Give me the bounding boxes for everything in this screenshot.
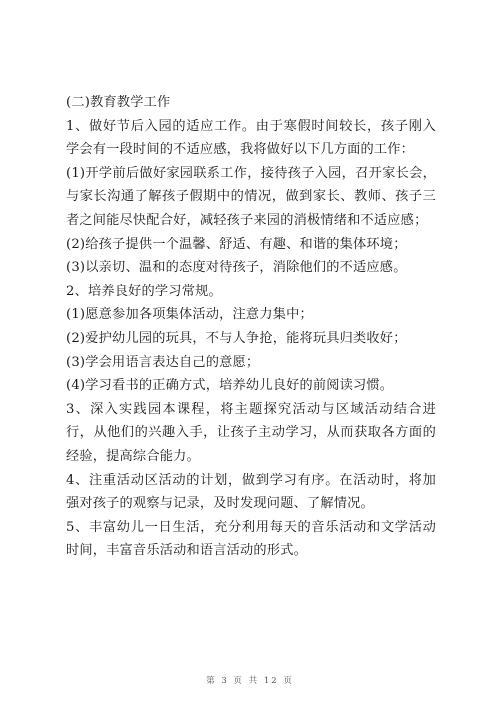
paragraph-subitem-2-2: (2)爱护幼儿园的玩具，不与人争抢，能将玩具归类收好； xyxy=(66,330,407,346)
paragraph-item-3: 3、深入实践园本课程，将主题探究活动与区域活动结合进行，从他们的兴趣入手，让孩子主动学习，从而获取各方面的经验，提高综合能力。 xyxy=(66,401,436,464)
paragraph-subitem-1-3: (3)以亲切、温和的态度对待孩子，消除他们的不适应感。 xyxy=(66,260,407,276)
paragraph-item-5: 5、丰富幼儿一日生活，充分利用每天的音乐活动和文学活动时间，丰富音乐活动和语言活动的形式。 xyxy=(66,519,436,559)
paragraph-item-1: 1、做好节后入园的适应工作。由于寒假时间较长，孩子刚入学会有一段时间的不适应感，我将做好以下几方面的工作： xyxy=(66,118,436,158)
document-body xyxy=(66,91,436,563)
paragraph-subitem-1-2: (2)给孩子提供一个温馨、舒适、有趣、和谐的集体环境； xyxy=(66,236,407,252)
page-number-footer: 第 3 页 共 12 页 xyxy=(206,676,294,686)
section-heading: (二)教育教学工作 xyxy=(66,95,171,110)
paragraph-subitem-2-4: (4)学习看书的正确方式，培养幼儿良好的前阅读习惯。 xyxy=(66,378,394,394)
paragraph-subitem-2-3: (3)学会用语言表达自己的意愿； xyxy=(66,354,260,370)
paragraph-item-4: 4、注重活动区活动的计划，做到学习有序。在活动时，将加强对孩子的观察与记录，及时发现问题、了解情况。 xyxy=(66,472,436,512)
paragraph-subitem-1-1: (1)开学前后做好家园联系工作，接待孩子入园，召开家长会，与家长沟通了解孩子假期中的情况，做到家长、教师、孩子三者之间能尽快配合好，减轻孩子来园的消极情绪和不适应感； xyxy=(66,165,436,228)
paragraph-item-2: 2、培养良好的学习常规。 xyxy=(66,283,222,299)
paragraph-subitem-2-1: (1)愿意参加各项集体活动，注意力集中； xyxy=(66,307,313,323)
